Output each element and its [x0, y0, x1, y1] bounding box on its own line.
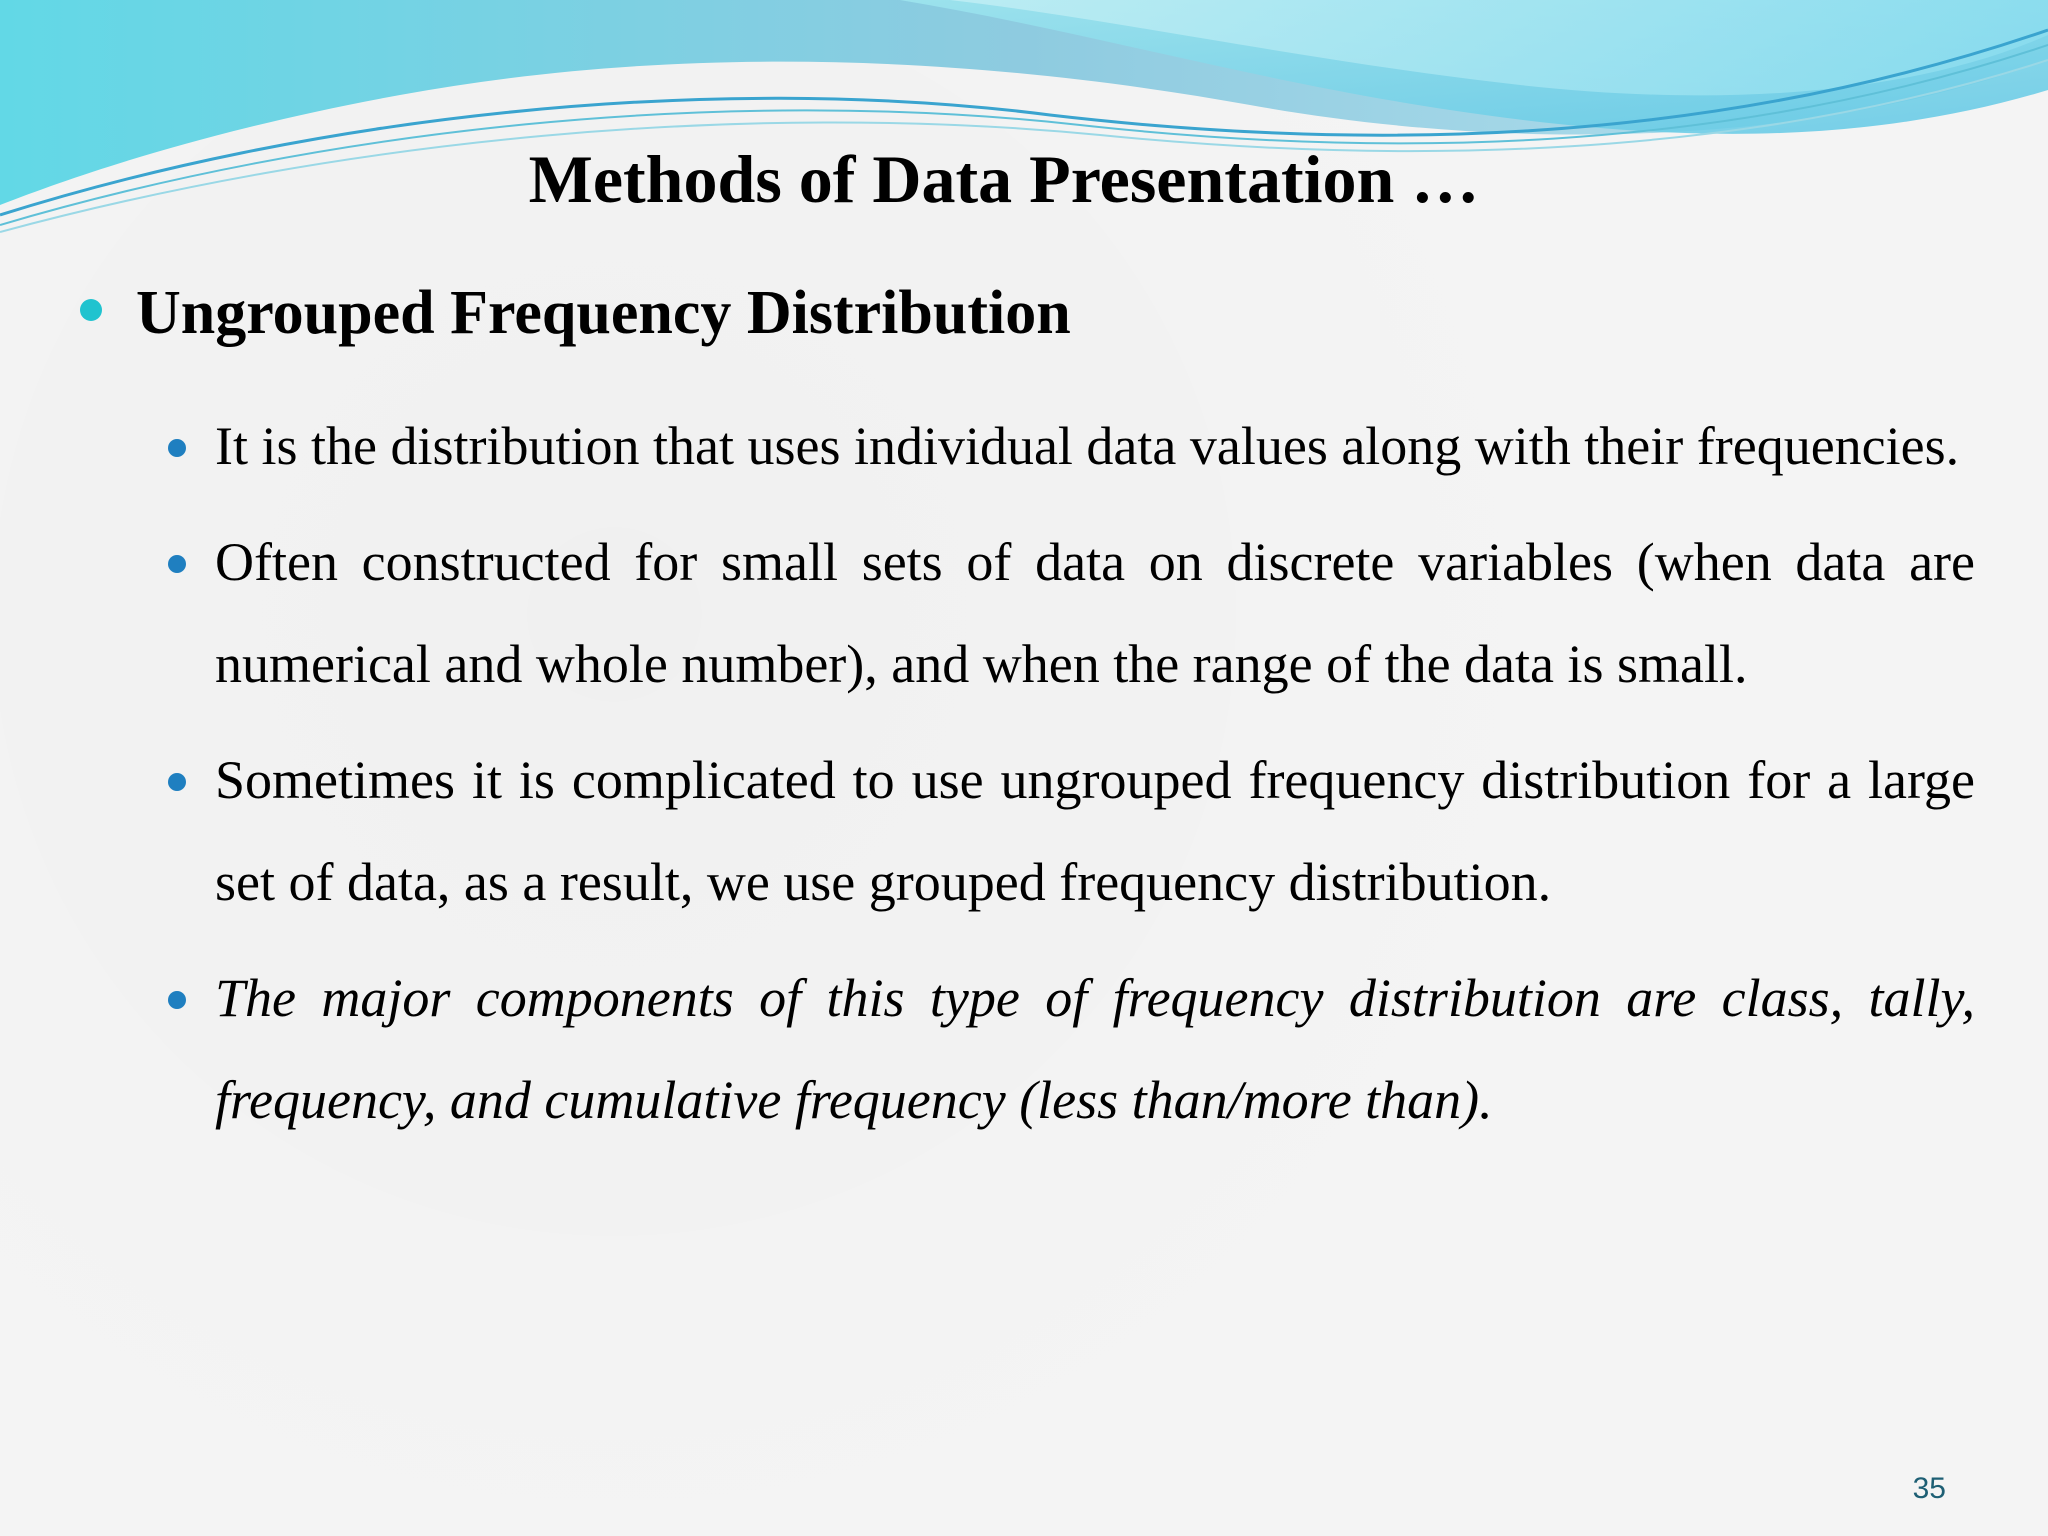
bullet-icon — [168, 773, 186, 791]
bullet-icon — [168, 439, 186, 457]
bullet-list — [160, 395, 1975, 1165]
bullet-text: The major components of this type of frequency distribution are class, tally, frequency, and cumulative frequency (less than/more than). — [215, 968, 1975, 1130]
bullet-text: It is the distribution that uses individual data values along with their frequencies. — [215, 416, 1960, 476]
bullet-item — [160, 729, 1975, 933]
bullet-item — [160, 395, 1975, 497]
section-heading-text: Ungrouped Frequency Distribution — [136, 279, 1071, 347]
page-number: 35 — [1912, 1472, 1946, 1505]
bullet-icon — [168, 991, 186, 1009]
bullet-item — [160, 511, 1975, 715]
heading-bullet-icon — [80, 299, 102, 321]
bullet-text: Sometimes it is complicated to use ungrouped frequency distribution for a large set of data, as a result, we use grouped frequency distribution. — [215, 750, 1975, 912]
bullet-item — [160, 947, 1975, 1151]
section-heading — [80, 278, 1071, 349]
slide-title-text: Methods of Data Presentation … — [528, 141, 1480, 217]
bullet-icon — [168, 555, 186, 573]
slide-title — [0, 140, 2048, 219]
bullet-text: Often constructed for small sets of data on discrete variables (when data are numerical and whole number), and when the range of the data is small. — [215, 532, 1975, 694]
